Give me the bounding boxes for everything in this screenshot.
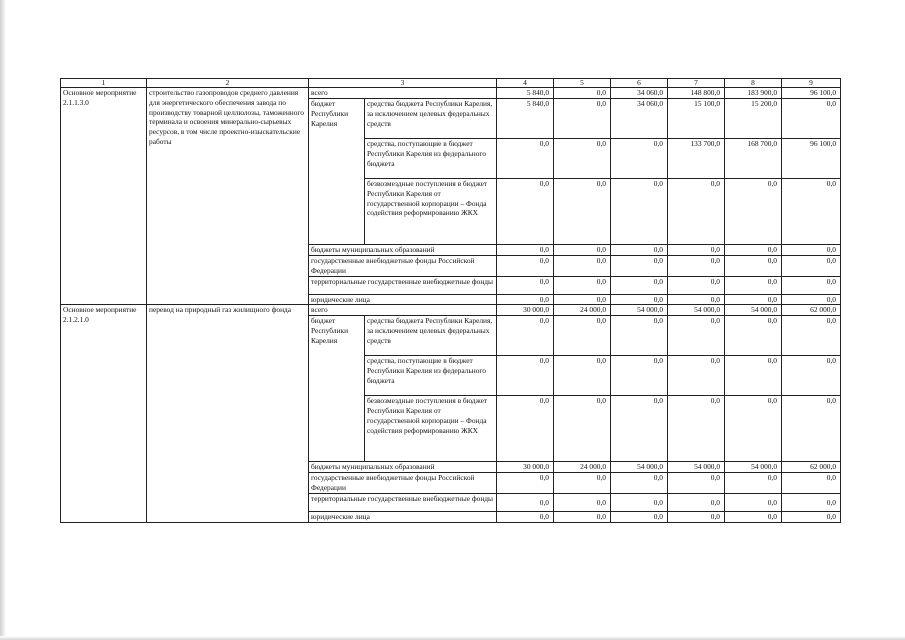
row-label: безвозмездные поступления в бюджет Республики Карелия от государственной корпорации – Фонда содействия реформированию ЖКХ: [365, 396, 497, 462]
value-cell: 5 840,0: [497, 88, 554, 99]
value-cell: 168 700,0: [725, 139, 782, 179]
value-cell: 62 000,0: [782, 462, 841, 473]
scan-edge-bottom: [0, 636, 905, 640]
value-cell: 30 000,0: [497, 305, 554, 316]
value-cell: 0,0: [782, 245, 841, 256]
value-cell: 0,0: [668, 256, 725, 277]
value-cell: 0,0: [782, 179, 841, 245]
value-cell: 0,0: [782, 276, 841, 294]
value-cell: 0,0: [725, 294, 782, 305]
row-label: территориальные государственные внебюджетные фонды: [309, 276, 497, 294]
row-label: безвозмездные поступления в бюджет Республики Карелия от государственной корпорации – Фонда содействия реформированию ЖКХ: [365, 179, 497, 245]
value-cell: 0,0: [611, 139, 668, 179]
table-row: [61, 88, 841, 99]
value-cell: 0,0: [554, 316, 611, 356]
value-cell: 0,0: [782, 316, 841, 356]
value-cell: 183 900,0: [725, 88, 782, 99]
value-cell: 0,0: [782, 493, 841, 511]
row-label: государственные внебюджетные фонды Российской Федерации: [309, 473, 497, 494]
value-cell: 0,0: [497, 493, 554, 511]
value-cell: 15 100,0: [668, 99, 725, 139]
value-cell: 0,0: [611, 473, 668, 494]
value-cell: 0,0: [497, 396, 554, 462]
value-cell: 0,0: [725, 511, 782, 522]
value-cell: 0,0: [668, 316, 725, 356]
event-code: Основное мероприятие 2.1.1.3.0: [61, 88, 147, 305]
column-number: 7: [668, 79, 725, 88]
value-cell: 0,0: [611, 179, 668, 245]
value-cell: 0,0: [554, 256, 611, 277]
value-cell: 0,0: [668, 294, 725, 305]
value-cell: 0,0: [554, 356, 611, 396]
budget-table: [60, 78, 841, 523]
value-cell: 0,0: [668, 245, 725, 256]
value-cell: 0,0: [554, 245, 611, 256]
column-number: 4: [497, 79, 554, 88]
value-cell: 30 000,0: [497, 462, 554, 473]
value-cell: 0,0: [554, 294, 611, 305]
value-cell: 0,0: [782, 356, 841, 396]
value-cell: 96 100,0: [782, 139, 841, 179]
row-label: бюджеты муниципальных образований: [309, 245, 497, 256]
value-cell: 0,0: [554, 276, 611, 294]
value-cell: 0,0: [497, 356, 554, 396]
value-cell: 0,0: [611, 245, 668, 256]
value-cell: 0,0: [497, 316, 554, 356]
row-label: средства, поступающие в бюджет Республики Карелия из федерального бюджета: [365, 139, 497, 179]
value-cell: 0,0: [497, 511, 554, 522]
column-number-row: [61, 79, 841, 88]
value-cell: 0,0: [782, 511, 841, 522]
value-cell: 24 000,0: [554, 305, 611, 316]
event-code: Основное мероприятие 2.1.2.1.0: [61, 305, 147, 522]
value-cell: 0,0: [554, 511, 611, 522]
value-cell: 0,0: [497, 256, 554, 277]
value-cell: 54 000,0: [725, 305, 782, 316]
value-cell: 0,0: [611, 493, 668, 511]
value-cell: 62 000,0: [782, 305, 841, 316]
value-cell: 0,0: [725, 276, 782, 294]
value-cell: 5 840,0: [497, 99, 554, 139]
column-number: 8: [725, 79, 782, 88]
value-cell: 148 800,0: [668, 88, 725, 99]
value-cell: 0,0: [611, 256, 668, 277]
column-number: 1: [61, 79, 147, 88]
value-cell: 0,0: [782, 396, 841, 462]
value-cell: 0,0: [497, 473, 554, 494]
value-cell: 0,0: [554, 139, 611, 179]
scan-edge-left: [0, 0, 6, 640]
value-cell: 0,0: [554, 396, 611, 462]
row-label: территориальные государственные внебюджетные фонды: [309, 493, 497, 511]
value-cell: 0,0: [725, 179, 782, 245]
republic-budget-label: бюджет Республики Карелия: [309, 316, 365, 462]
column-number: 5: [554, 79, 611, 88]
value-cell: 0,0: [782, 473, 841, 494]
value-cell: 0,0: [497, 139, 554, 179]
row-label: средства бюджета Республики Карелия, за исключением целевых федеральных средств: [365, 99, 497, 139]
row-label: всего: [309, 88, 497, 99]
row-label: бюджеты муниципальных образований: [309, 462, 497, 473]
value-cell: 54 000,0: [668, 462, 725, 473]
value-cell: 0,0: [497, 179, 554, 245]
event-description: перевод на природный газ жилищного фонда: [147, 305, 309, 522]
row-label: юридические лица: [309, 294, 497, 305]
value-cell: 0,0: [611, 396, 668, 462]
value-cell: 0,0: [611, 316, 668, 356]
value-cell: 0,0: [497, 294, 554, 305]
column-number: 9: [782, 79, 841, 88]
value-cell: 0,0: [725, 473, 782, 494]
value-cell: 0,0: [668, 493, 725, 511]
value-cell: 0,0: [725, 256, 782, 277]
column-number: 3: [309, 79, 497, 88]
row-label: юридические лица: [309, 511, 497, 522]
table-row: [61, 305, 841, 316]
value-cell: 0,0: [668, 396, 725, 462]
value-cell: 133 700,0: [668, 139, 725, 179]
value-cell: 0,0: [668, 473, 725, 494]
value-cell: 0,0: [782, 294, 841, 305]
value-cell: 0,0: [554, 179, 611, 245]
value-cell: 54 000,0: [725, 462, 782, 473]
value-cell: 0,0: [725, 316, 782, 356]
value-cell: 0,0: [668, 511, 725, 522]
value-cell: 0,0: [725, 245, 782, 256]
row-label: средства, поступающие в бюджет Республики Карелия из федерального бюджета: [365, 356, 497, 396]
column-number: 2: [147, 79, 309, 88]
value-cell: 0,0: [497, 276, 554, 294]
row-label: средства бюджета Республики Карелия, за исключением целевых федеральных средств: [365, 316, 497, 356]
value-cell: 0,0: [611, 511, 668, 522]
value-cell: 0,0: [554, 473, 611, 494]
value-cell: 0,0: [611, 294, 668, 305]
value-cell: 96 100,0: [782, 88, 841, 99]
value-cell: 0,0: [554, 88, 611, 99]
value-cell: 0,0: [611, 356, 668, 396]
row-label: государственные внебюджетные фонды Российской Федерации: [309, 256, 497, 277]
row-label: всего: [309, 305, 497, 316]
value-cell: 34 060,0: [611, 99, 668, 139]
value-cell: 0,0: [782, 99, 841, 139]
value-cell: 0,0: [725, 493, 782, 511]
value-cell: 0,0: [668, 276, 725, 294]
value-cell: 15 200,0: [725, 99, 782, 139]
value-cell: 0,0: [668, 356, 725, 396]
event-description: строительство газопроводов среднего давления для энергетического обеспечения завода по производству товарной целлюлозы, таможенного терминала и освоения минерально-сырьевых ресурсов, в том числе проектно-изыскательские работы: [147, 88, 309, 305]
column-number: 6: [611, 79, 668, 88]
value-cell: 0,0: [668, 179, 725, 245]
republic-budget-label: бюджет Республики Карелия: [309, 99, 365, 245]
value-cell: 0,0: [611, 276, 668, 294]
value-cell: 54 000,0: [611, 462, 668, 473]
value-cell: 0,0: [497, 245, 554, 256]
value-cell: 0,0: [554, 99, 611, 139]
value-cell: 54 000,0: [611, 305, 668, 316]
value-cell: 24 000,0: [554, 462, 611, 473]
value-cell: 0,0: [782, 256, 841, 277]
value-cell: 0,0: [554, 493, 611, 511]
value-cell: 0,0: [725, 356, 782, 396]
value-cell: 34 060,0: [611, 88, 668, 99]
value-cell: 54 000,0: [668, 305, 725, 316]
value-cell: 0,0: [725, 396, 782, 462]
